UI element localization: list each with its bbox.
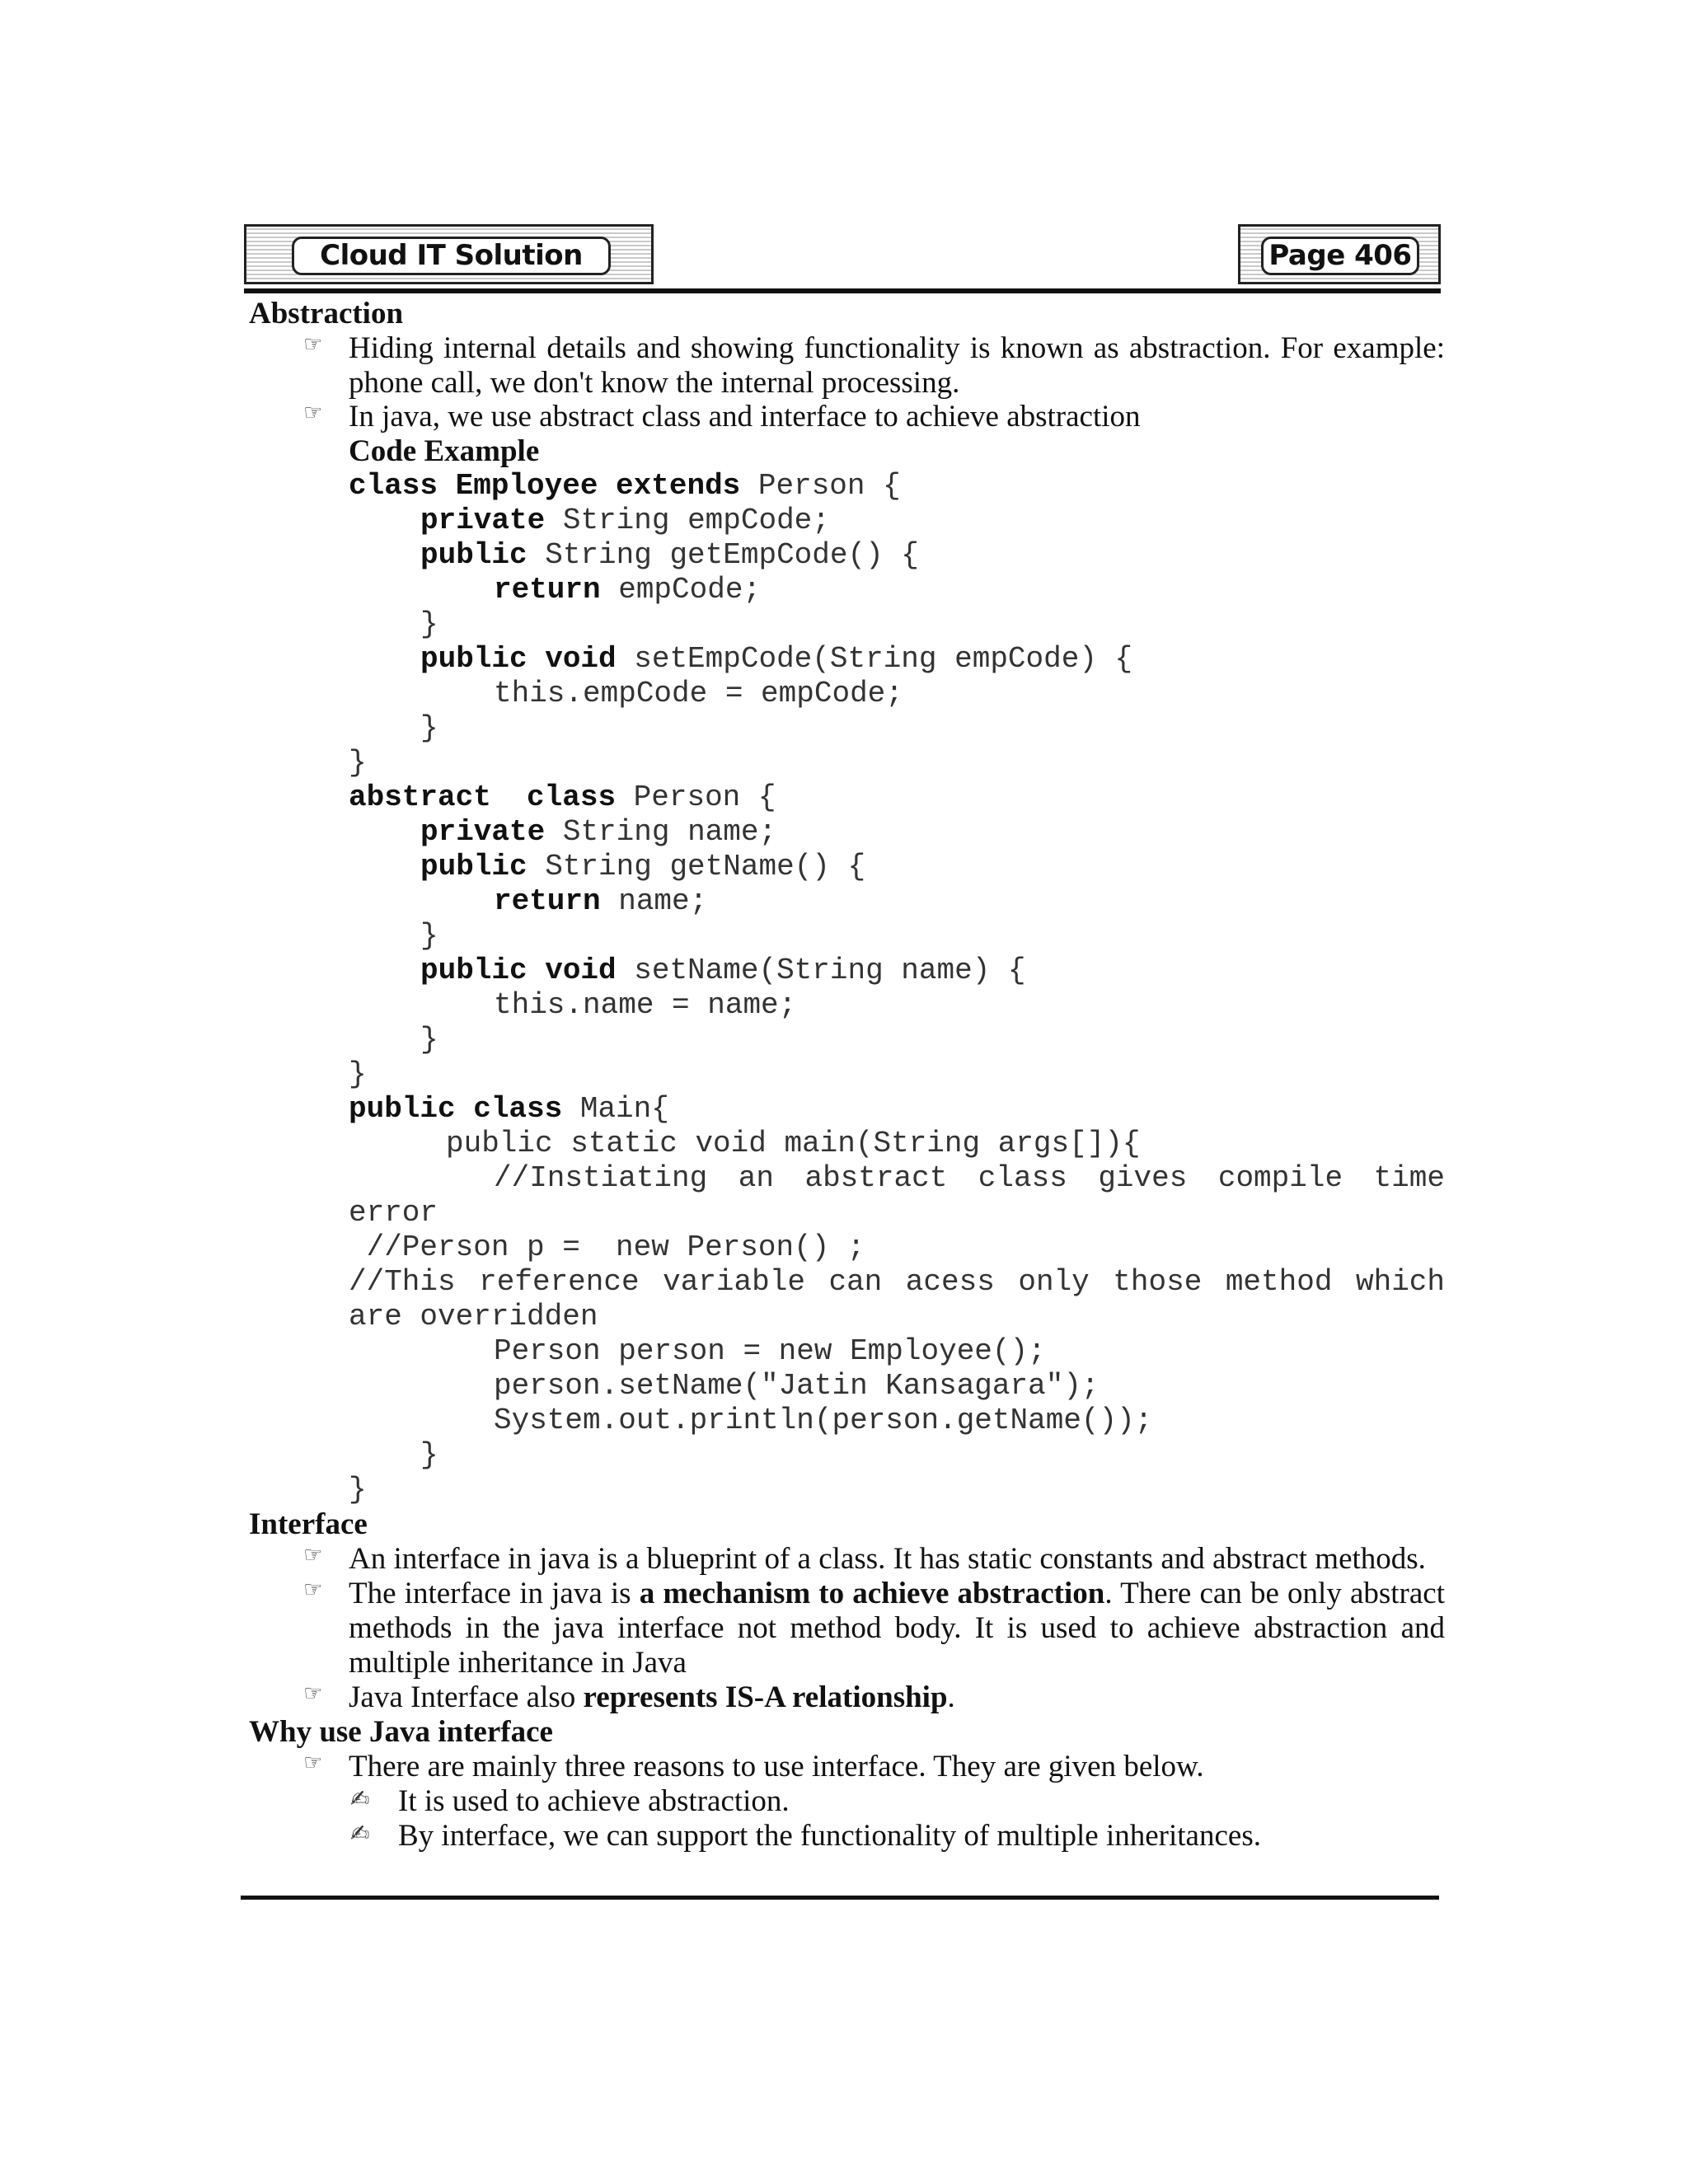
code-line: //Instiating an abstract class gives compile time xyxy=(494,1161,1445,1195)
code-line: Person person = new Employee(); xyxy=(494,1334,1046,1368)
code-line: //This reference variable can acess only those method which xyxy=(349,1265,1445,1299)
why-bullet-1: There are mainly three reasons to use interface. They are given below. xyxy=(349,1750,1204,1783)
code-line: } xyxy=(420,711,438,745)
code-line: return empCode; xyxy=(494,573,762,607)
abstraction-bullet-1-line-2: phone call, we don't know the internal processing. xyxy=(349,366,960,400)
pointing-hand-icon: ☞ xyxy=(303,332,323,357)
code-line: System.out.println(person.getName()); xyxy=(494,1404,1153,1437)
footer-rule xyxy=(241,1896,1439,1900)
code-line: are overridden xyxy=(349,1300,598,1333)
code-line: public void setName(String name) { xyxy=(420,954,1026,987)
pointing-hand-icon: ☞ xyxy=(303,1750,323,1775)
code-line: error xyxy=(349,1196,438,1230)
interface-bullet-2-line-3: multiple inheritance in Java xyxy=(349,1646,687,1680)
code-line: class Employee extends Person { xyxy=(349,469,901,503)
code-line: public static void main(String args[]){ xyxy=(446,1127,1141,1160)
section-heading-why-interface: Why use Java interface xyxy=(249,1715,553,1749)
section-heading-interface: Interface xyxy=(249,1507,368,1541)
writing-hand-icon: ✍ xyxy=(350,1785,370,1812)
interface-bullet-1: An interface in java is a blueprint of a class. It has static constants and abstract methods. xyxy=(349,1542,1426,1576)
header-brand-title: Cloud IT Solution xyxy=(292,237,611,275)
code-line: public String getName() { xyxy=(420,850,866,883)
pointing-hand-icon: ☞ xyxy=(303,1681,323,1706)
code-line: this.name = name; xyxy=(494,988,797,1022)
pointing-hand-icon: ☞ xyxy=(303,1577,323,1602)
code-line: } xyxy=(420,1023,438,1057)
header-page-box xyxy=(1238,224,1441,284)
pointing-hand-icon: ☞ xyxy=(303,1543,323,1568)
code-line: } xyxy=(349,1473,367,1507)
abstraction-bullet-1-line-1: Hiding internal details and showing functionality is known as abstraction. For example: xyxy=(349,331,1445,365)
interface-bullet-3: Java Interface also represents IS-A relationship. xyxy=(349,1680,955,1714)
code-line: public class Main{ xyxy=(349,1092,669,1126)
code-line: person.setName("Jatin Kansagara"); xyxy=(494,1369,1100,1403)
section-heading-abstraction: Abstraction xyxy=(249,297,404,330)
code-line: this.empCode = empCode; xyxy=(494,677,903,710)
code-line: private String name; xyxy=(420,815,777,849)
header-brand-box xyxy=(244,224,654,284)
code-line: return name; xyxy=(494,884,708,918)
code-line: //Person p = new Person() ; xyxy=(349,1230,865,1264)
code-line: } xyxy=(349,746,367,780)
pointing-hand-icon: ☞ xyxy=(303,401,323,425)
code-line: abstract class Person { xyxy=(349,780,776,814)
interface-bullet-2-line-1: The interface in java is a mechanism to achieve abstraction. There can be only abstract xyxy=(349,1577,1445,1610)
code-line: public void setEmpCode(String empCode) { xyxy=(420,642,1133,676)
code-line: } xyxy=(420,607,438,641)
abstraction-bullet-2: In java, we use abstract class and interface to achieve abstraction xyxy=(349,400,1141,434)
why-sub-bullet-1: It is used to achieve abstraction. xyxy=(398,1784,790,1818)
code-line: private String empCode; xyxy=(420,504,830,537)
why-sub-bullet-2: By interface, we can support the functionality of multiple inheritances. xyxy=(398,1819,1261,1853)
interface-bullet-2-line-2: methods in the java interface not method body. It is used to achieve abstraction and xyxy=(349,1611,1445,1645)
code-line: } xyxy=(420,919,438,953)
header-rule xyxy=(244,288,1441,293)
page-number: Page 406 xyxy=(1261,237,1419,275)
code-line: } xyxy=(420,1438,438,1472)
code-line: public String getEmpCode() { xyxy=(420,538,919,572)
code-line: } xyxy=(349,1057,367,1091)
writing-hand-icon: ✍ xyxy=(350,1820,370,1847)
code-example-heading: Code Example xyxy=(349,434,540,468)
